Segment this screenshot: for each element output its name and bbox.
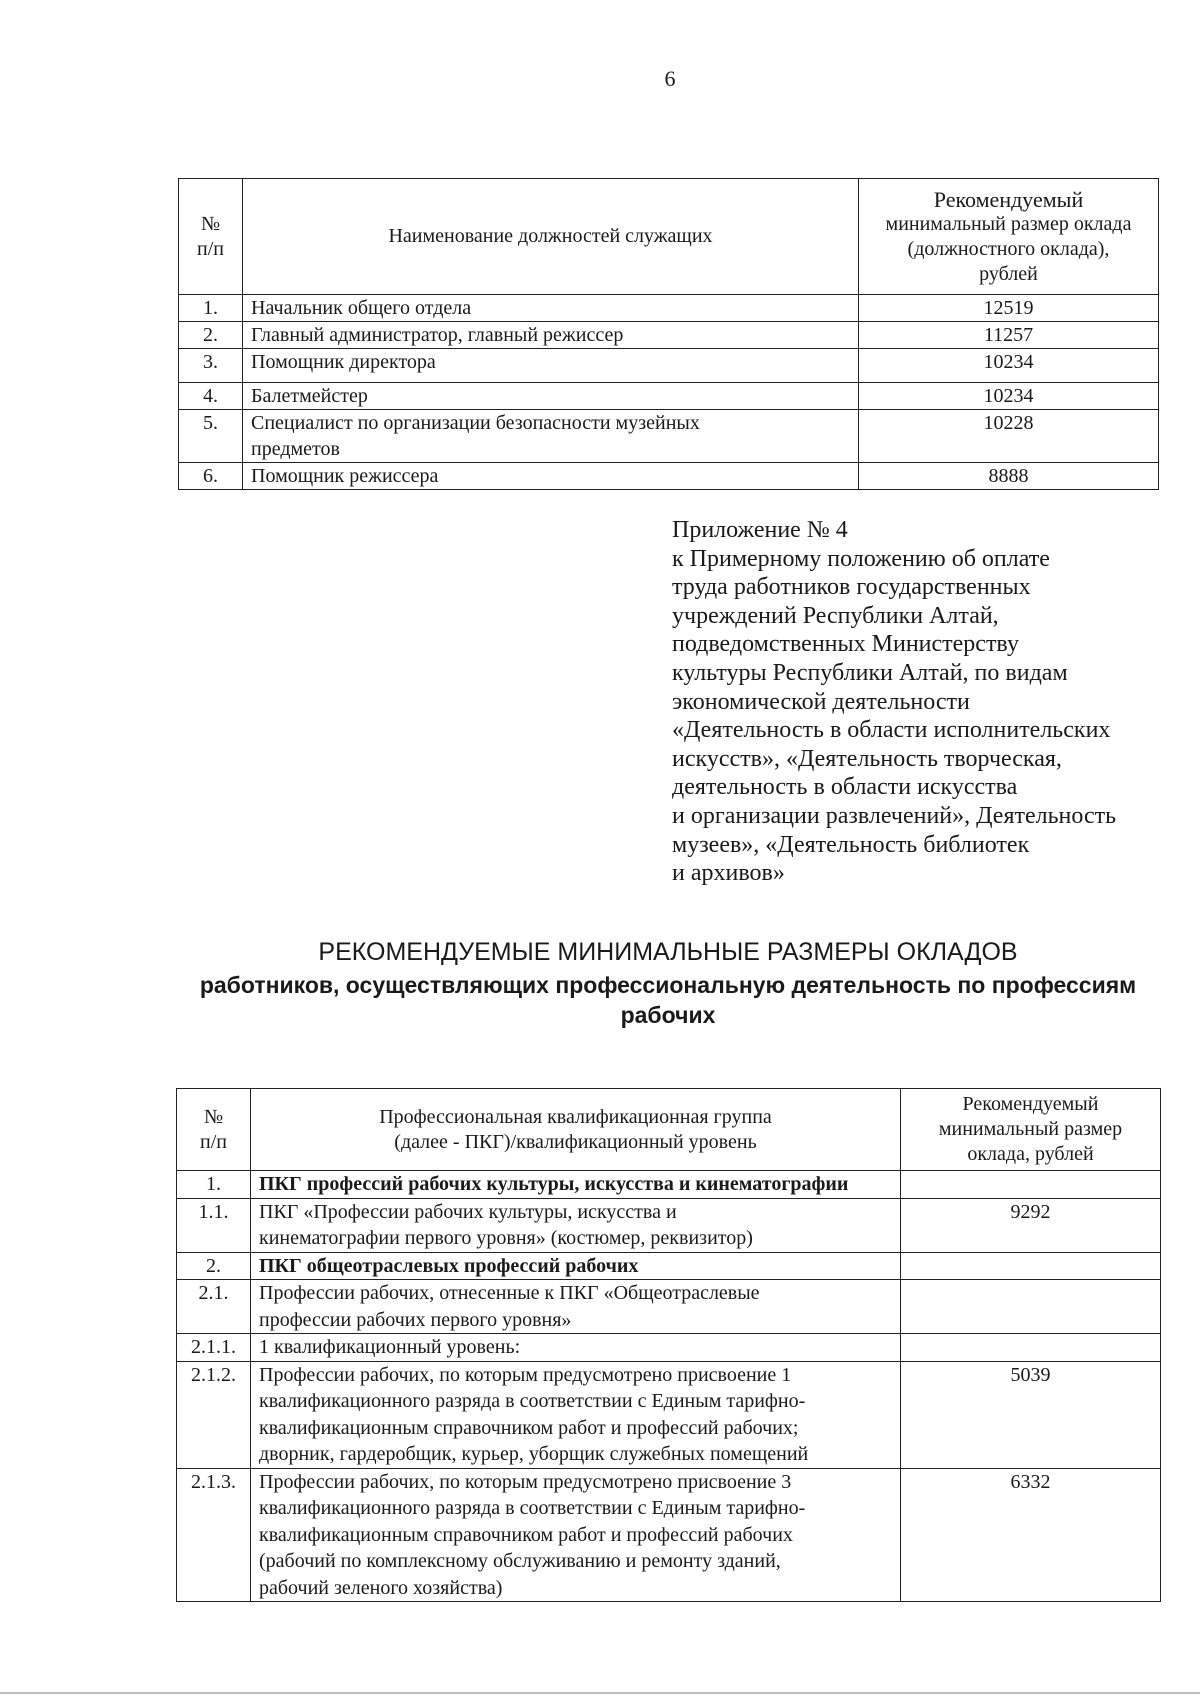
row-number: 1. xyxy=(177,1171,251,1199)
row-salary-value: 5039 xyxy=(901,1361,1161,1468)
row-salary-value xyxy=(901,1171,1161,1199)
row-number: 2.1.3. xyxy=(177,1468,251,1602)
row-qualification-group-line: кинематографии первого уровня» (костюмер, реквизитор) xyxy=(259,1227,753,1249)
appendix-line: труда работников государственных xyxy=(672,574,1031,601)
row-number: 3. xyxy=(179,349,243,383)
row-qualification-group xyxy=(251,1280,901,1334)
row-number: 1. xyxy=(179,295,243,322)
header-number-line: п/п xyxy=(200,1130,227,1153)
scan-edge-line xyxy=(0,1692,1200,1694)
document-subtitle-line: работников, осуществляющих профессиональную деятельность по профессиям xyxy=(199,972,1137,998)
document-title: РЕКОМЕНДУЕМЫЕ МИНИМАЛЬНЫЕ РАЗМЕРЫ ОКЛАДОВ xyxy=(318,938,1018,966)
professions-salary-table xyxy=(176,1088,1161,1602)
table-row xyxy=(177,1334,1161,1362)
table-row xyxy=(179,410,1159,463)
row-qualification-group-line: профессии рабочих первого уровня» xyxy=(259,1308,572,1331)
page-number: 6 xyxy=(664,66,676,91)
appendix-reference xyxy=(672,516,1172,888)
row-position-name-line: Специалист по организации безопасности музейных xyxy=(251,412,700,434)
row-qualification-group-line: рабочий зеленого хозяйства) xyxy=(259,1576,503,1599)
appendix-line: к Примерному положению об оплате xyxy=(672,545,1050,572)
row-salary-value: 11257 xyxy=(859,322,1159,349)
row-number: 2. xyxy=(177,1252,251,1280)
positions-salary-table xyxy=(178,178,1159,490)
appendix-line: и организации развлечений», Деятельность xyxy=(672,802,1117,829)
row-qualification-group-line: Профессии рабочих, по которым предусмотрено присвоение 1 xyxy=(259,1363,792,1386)
row-number: 6. xyxy=(179,463,243,490)
row-salary-value xyxy=(901,1252,1161,1280)
header-salary xyxy=(859,179,1159,295)
row-salary-value: 9292 xyxy=(901,1198,1161,1252)
row-qualification-group-line: дворник, гардеробщик, курьер, уборщик служебных помещений xyxy=(259,1443,809,1465)
table-row xyxy=(177,1468,1161,1602)
row-qualification-group-line: ПКГ «Профессии рабочих культуры, искусства и xyxy=(259,1200,677,1223)
appendix-line: учреждений Республики Алтай, xyxy=(672,602,999,629)
row-number: 2.1.2. xyxy=(177,1361,251,1468)
appendix-line: «Деятельность в области исполнительских xyxy=(672,717,1111,744)
header-number xyxy=(177,1089,251,1171)
row-qualification-group xyxy=(251,1198,901,1252)
row-salary-value xyxy=(901,1334,1161,1362)
row-qualification-group: 1 квалификационный уровень: xyxy=(251,1334,901,1362)
table-row xyxy=(177,1198,1161,1252)
row-number: 5. xyxy=(179,410,243,463)
table-row xyxy=(177,1280,1161,1334)
row-qualification-group-line: квалификационным справочником работ и профессий рабочих xyxy=(259,1523,793,1546)
row-position-name xyxy=(243,410,859,463)
header-number-line: п/п xyxy=(197,237,224,260)
row-qualification-group: ПКГ профессий рабочих культуры, искусства и кинематографии xyxy=(251,1171,901,1199)
appendix-line: искусств», «Деятельность творческая, xyxy=(672,745,1062,772)
row-qualification-group: ПКГ общеотраслевых профессий рабочих xyxy=(251,1252,901,1280)
table-header-row xyxy=(179,179,1159,295)
row-qualification-group-line: квалификационного разряда в соответствии с Единым тарифно- xyxy=(259,1390,806,1412)
header-salary-line: минимальный размер оклада xyxy=(885,212,1132,235)
appendix-line: музеев», «Деятельность библиотек xyxy=(672,831,1030,858)
row-salary-value: 6332 xyxy=(901,1468,1161,1602)
row-number: 2.1.1. xyxy=(177,1334,251,1362)
row-qualification-group xyxy=(251,1468,901,1602)
appendix-line: культуры Республики Алтай, по видам xyxy=(672,659,1068,686)
row-position-name: Помощник режиссера xyxy=(243,463,859,490)
table-row xyxy=(177,1171,1161,1199)
table-row xyxy=(177,1252,1161,1280)
row-qualification-group-line: квалификационного разряда в соответствии с Единым тарифно- xyxy=(259,1497,806,1519)
row-position-name: Помощник директора xyxy=(243,349,859,383)
header-number-line: № xyxy=(203,1105,224,1128)
header-salary-line: Рекомендуемый xyxy=(933,186,1084,212)
table-row xyxy=(179,295,1159,322)
row-position-name-line: предметов xyxy=(251,438,340,460)
row-salary-value: 8888 xyxy=(859,463,1159,490)
table-header-row xyxy=(177,1089,1161,1171)
row-salary-value xyxy=(901,1280,1161,1334)
row-position-name: Главный администратор, главный режиссер xyxy=(243,322,859,349)
row-qualification-group-line: Профессии рабочих, по которым предусмотрено присвоение 3 xyxy=(259,1470,792,1493)
header-qualification-group-line: (далее - ПКГ)/квалификационный уровень xyxy=(394,1130,757,1153)
row-salary-value: 10228 xyxy=(859,410,1159,463)
table-row xyxy=(179,322,1159,349)
row-number: 4. xyxy=(179,383,243,410)
row-position-name: Начальник общего отдела xyxy=(243,295,859,322)
appendix-line: экономической деятельности xyxy=(672,688,970,715)
row-position-name: Балетмейстер xyxy=(243,383,859,410)
row-number: 2.1. xyxy=(177,1280,251,1334)
header-number xyxy=(179,179,243,295)
row-salary-value: 10234 xyxy=(859,383,1159,410)
row-qualification-group-line: (рабочий по комплексному обслуживанию и ремонту зданий, xyxy=(259,1550,781,1572)
header-salary-line: минимальный размер xyxy=(938,1118,1123,1140)
appendix-line: деятельность в области искусства xyxy=(672,774,1018,801)
row-qualification-group-line: квалификационным справочником работ и профессий рабочих; xyxy=(259,1416,799,1439)
row-number: 1.1. xyxy=(177,1198,251,1252)
table-row xyxy=(179,349,1159,383)
row-qualification-group xyxy=(251,1361,901,1468)
row-salary-value: 10234 xyxy=(859,349,1159,383)
header-qualification-group xyxy=(251,1089,901,1171)
document-subtitle xyxy=(178,970,1158,1030)
table-row xyxy=(179,463,1159,490)
row-salary-value: 12519 xyxy=(859,295,1159,322)
header-qualification-group-line: Профессиональная квалификационная группа xyxy=(379,1105,772,1128)
header-position-name: Наименование должностей служащих xyxy=(243,179,859,295)
row-qualification-group-line: Профессии рабочих, отнесенные к ПКГ «Общеотраслевые xyxy=(259,1282,760,1304)
document-subtitle-line: рабочих xyxy=(620,1002,716,1028)
table-row xyxy=(177,1361,1161,1468)
header-salary-line: Рекомендуемый xyxy=(962,1093,1099,1115)
header-number-line: № xyxy=(200,212,221,235)
header-salary xyxy=(901,1089,1161,1171)
header-salary-line: (должностного оклада), xyxy=(907,237,1110,260)
appendix-line: Приложение № 4 xyxy=(672,517,848,543)
appendix-line: и архивов» xyxy=(672,860,785,887)
table-row xyxy=(179,383,1159,410)
appendix-line: подведомственных Министерству xyxy=(672,631,1019,658)
header-salary-line: рублей xyxy=(979,262,1038,285)
header-salary-line: оклада, рублей xyxy=(967,1143,1094,1165)
row-number: 2. xyxy=(179,322,243,349)
